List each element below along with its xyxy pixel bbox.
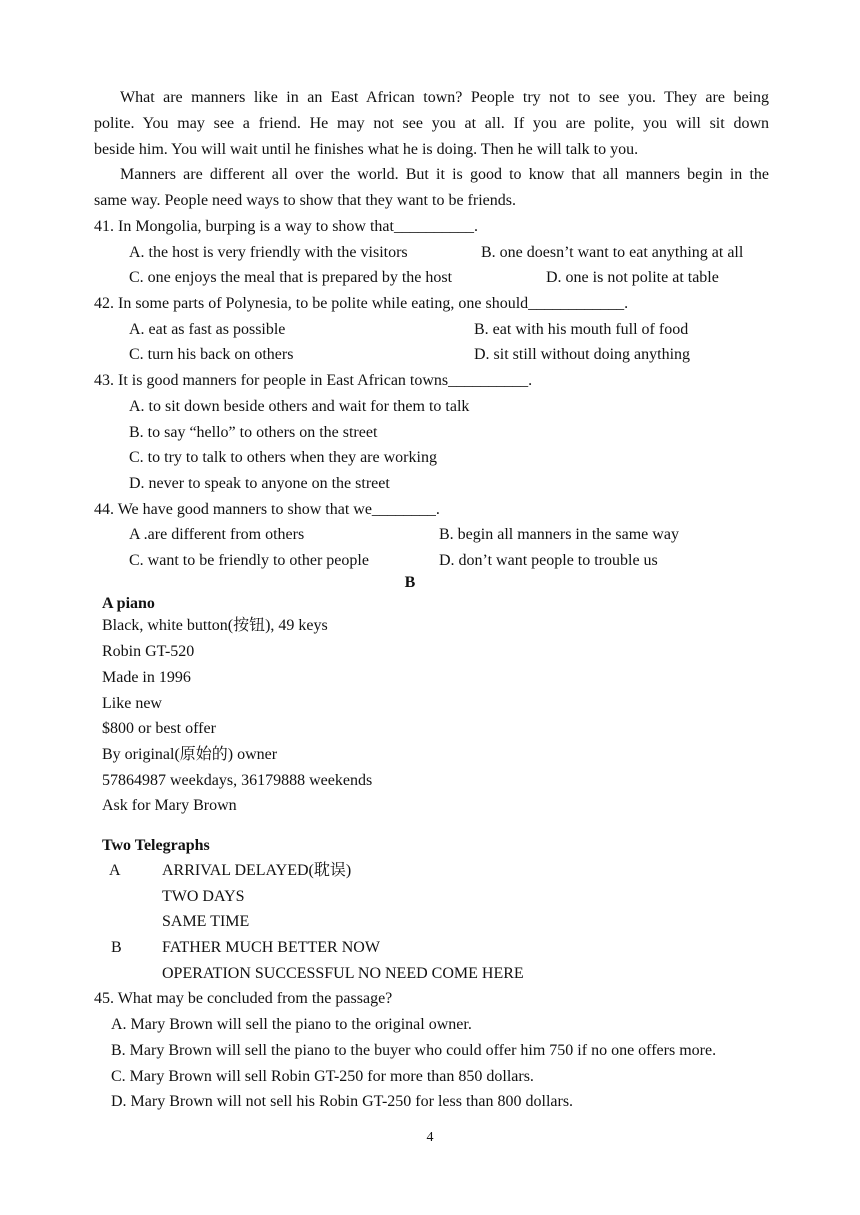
telegraph-line: ARRIVAL DELAYED(耽误) <box>162 862 352 879</box>
option-a: A. Mary Brown will sell the piano to the original owner. <box>111 1016 472 1033</box>
option-d: D. one is not polite at table <box>546 269 719 286</box>
telegraph-line: TWO DAYS <box>162 888 245 905</box>
option-b: B. one doesn’t want to eat anything at all <box>481 244 744 261</box>
telegraph-line: OPERATION SUCCESSFUL NO NEED COME HERE <box>162 965 524 982</box>
ad-line: Robin GT-520 <box>102 643 195 660</box>
paragraph-line: Manners are different all over the world. But it is good to know that all manners begin in the <box>120 166 769 183</box>
option-a: A. the host is very friendly with the visitors <box>129 244 408 261</box>
option-c: C. to try to talk to others when they are working <box>129 449 437 466</box>
page-number: 4 <box>426 1130 434 1145</box>
option-b: B. eat with his mouth full of food <box>474 321 689 338</box>
paragraph-line: same way. People need ways to show that they want to be friends. <box>94 192 516 209</box>
option-b: B. begin all manners in the same way <box>439 526 679 543</box>
question-stem: 45. What may be concluded from the passage? <box>94 990 393 1007</box>
section-label: B <box>404 574 416 591</box>
option-b: B. to say “hello” to others on the street <box>129 424 378 441</box>
telegraph-line: SAME TIME <box>162 913 250 930</box>
ad-line: By original(原始的) owner <box>102 746 278 763</box>
paragraph-line: What are manners like in an East African town? People try not to see you. They are being <box>120 89 769 106</box>
ad-line: Ask for Mary Brown <box>102 797 237 814</box>
ad-line: Made in 1996 <box>102 669 191 686</box>
option-a: A. eat as fast as possible <box>129 321 286 338</box>
question-stem: 42. In some parts of Polynesia, to be polite while eating, one should____________. <box>94 295 629 312</box>
question-stem: 44. We have good manners to show that we________. <box>94 501 440 518</box>
ad-line: $800 or best offer <box>102 720 216 737</box>
option-d: D. Mary Brown will not sell his Robin GT-250 for less than 800 dollars. <box>111 1093 574 1110</box>
question-stem: 43. It is good manners for people in East African towns__________. <box>94 372 533 389</box>
option-d: D. sit still without doing anything <box>474 346 691 363</box>
telegraphs-title: Two Telegraphs <box>102 837 210 854</box>
question-stem: 41. In Mongolia, burping is a way to show that__________. <box>94 218 478 235</box>
telegraph-line: FATHER MUCH BETTER NOW <box>162 939 380 956</box>
option-a: A .are different from others <box>129 526 305 543</box>
telegraph-a-marker: A <box>109 862 121 879</box>
option-c: C. turn his back on others <box>129 346 294 363</box>
option-c: C. one enjoys the meal that is prepared by the host <box>129 269 453 286</box>
option-c: C. want to be friendly to other people <box>129 552 369 569</box>
ad-line: 57864987 weekdays, 36179888 weekends <box>102 772 373 789</box>
option-a: A. to sit down beside others and wait for them to talk <box>129 398 470 415</box>
ad-line: Like new <box>102 695 162 712</box>
paragraph-line: beside him. You will wait until he finishes what he is doing. Then he will talk to you. <box>94 141 639 158</box>
telegraph-b-marker: B <box>111 939 122 956</box>
ad-title: A piano <box>102 595 155 612</box>
paragraph-line: polite. You may see a friend. He may not see you at all. If you are polite, you will sit down <box>94 115 769 132</box>
option-b: B. Mary Brown will sell the piano to the buyer who could offer him 750 if no one offers more. <box>111 1042 717 1059</box>
option-d: D. never to speak to anyone on the street <box>129 475 390 492</box>
option-c: C. Mary Brown will sell Robin GT-250 for more than 850 dollars. <box>111 1068 534 1085</box>
option-d: D. don’t want people to trouble us <box>439 552 658 569</box>
ad-line: Black, white button(按钮), 49 keys <box>102 617 328 634</box>
